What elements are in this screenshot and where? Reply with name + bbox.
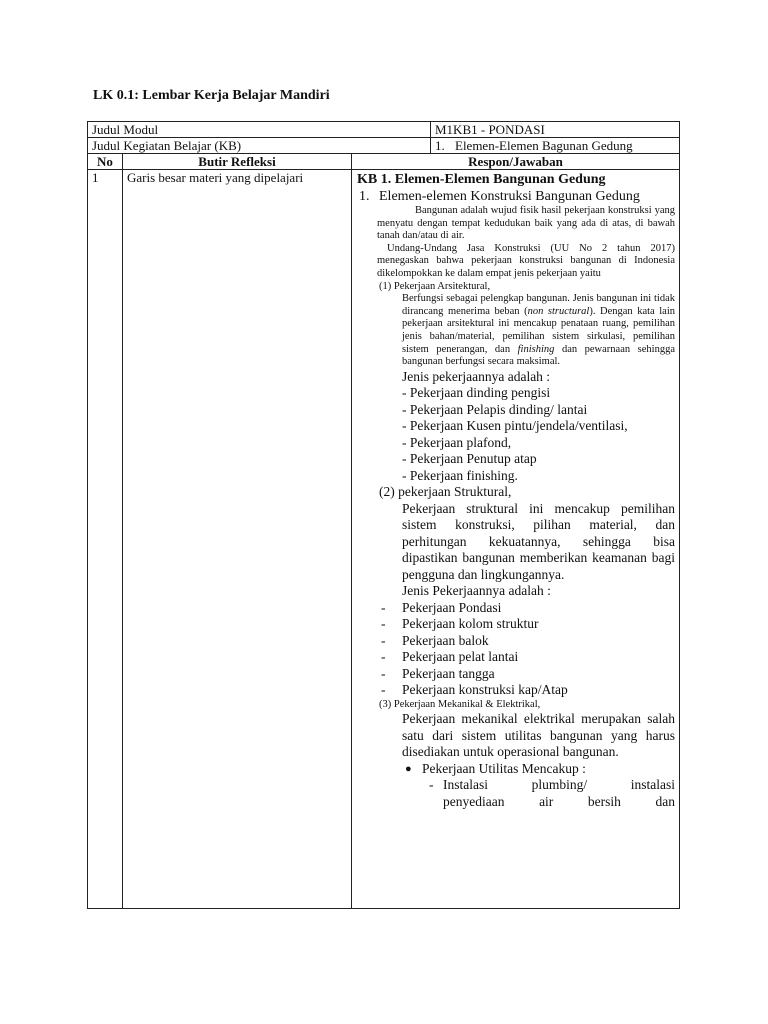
worksheet-table [87, 121, 680, 909]
list-item: - Pekerjaan kolom struktur [381, 616, 539, 632]
header-respon: Respon/Jawaban [352, 154, 680, 170]
arsitektural-body-italic: non structural [527, 305, 590, 317]
table-header-row [88, 154, 680, 170]
struktural-body: Pekerjaan struktural ini mencakup pemilihan sistem konstruksi, pilihan material, dan perhitungan kekuatannya, sehingga bisa dipastikan bangunan memberikan keamanan bagi pengguna dan lingkungannya. [402, 500, 675, 582]
module-label: Judul Modul [88, 122, 431, 138]
list-item: - Pekerjaan plafond, [402, 434, 512, 450]
list-item: - Pekerjaan balok [381, 632, 489, 648]
arsitektural-body [402, 293, 675, 369]
mekanikal-body: Pekerjaan mekanikal elektrikal merupakan salah satu dari sistem utilitas bangunan yang harus disediakan untuk operasional bangunan. [402, 711, 675, 760]
utilitas-item-continued [429, 794, 675, 811]
header-butir: Butir Refleksi [123, 154, 352, 170]
worksheet-title: LK 0.1: Lembar Kerja Belajar Mandiri [93, 88, 330, 103]
kb-label: Judul Kegiatan Belajar (KB) [88, 138, 431, 154]
section-heading [359, 188, 675, 205]
kb-row [88, 138, 680, 154]
arsitektural-jenis: Jenis pekerjaannya adalah : [402, 368, 551, 384]
utilitas-bullet [405, 761, 675, 778]
list-item: - Pekerjaan finishing. [402, 467, 518, 483]
table-row [88, 170, 680, 909]
kb-value: Elemen-Elemen Bagunan Gedung [455, 138, 633, 153]
list-item-text: Pekerjaan kolom struktur [402, 616, 539, 632]
kb-value-number: 1. [435, 138, 445, 153]
list-item: - Pekerjaan pelat lantai [381, 649, 519, 665]
utilitas-heading: Pekerjaan Utilitas Mencakup : [422, 760, 586, 776]
arsitektural-heading: (1) Pekerjaan Arsitektural, [379, 280, 491, 292]
arsitektural-list [402, 369, 675, 485]
row-respon [352, 170, 680, 909]
section-title: Elemen-elemen Konstruksi Bangunan Gedung [379, 189, 640, 204]
list-item: - Pekerjaan Kusen pintu/jendela/ventilasi, [402, 418, 628, 434]
list-item-text: Pekerjaan tangga [402, 665, 495, 681]
arsitektural-body-b: ). Dengan kata lain pekerjaan arsitektural ini mencakup penataan ruang, pemilihan jenis bahan/material, pemilihan sistem sirkulasi, pemilihan sistem penerangan, dan [402, 305, 676, 355]
paragraph-bangunan: Bangunan adalah wujud fisik hasil pekerjaan konstruksi yang menyatu dengan tempat kedudukan baik yang ada di atas, di bawah tanah dan/atau di air. [377, 205, 675, 242]
list-item-text: Pekerjaan Pondasi [402, 599, 502, 615]
arsitektural-body-a: Berfungsi sebagai pelengkap bangunan. Jenis bangunan ini tidak dirancang menerima beban ( [402, 293, 675, 317]
list-item-text: Pekerjaan konstruksi kap/Atap [402, 682, 568, 698]
list-item-text: Pekerjaan pelat lantai [402, 649, 519, 665]
struktural-heading: (2) pekerjaan Struktural, [379, 484, 512, 500]
struktural-list [381, 600, 675, 699]
list-item-text: Pekerjaan balok [402, 632, 489, 648]
list-item: - Pekerjaan konstruksi kap/Atap [381, 682, 568, 698]
row-butir: Garis besar materi yang dipelajari [123, 170, 352, 909]
list-item: - Pekerjaan Pondasi [381, 599, 502, 615]
module-value: M1KB1 - PONDASI [431, 122, 680, 138]
kb-heading: KB 1. Elemen-Elemen Bangunan Gedung [357, 172, 606, 187]
list-item: - Pekerjaan Pelapis dinding/ lantai [402, 401, 588, 417]
struktural-jenis: Jenis Pekerjaannya adalah : [402, 583, 551, 599]
list-item: - Pekerjaan dinding pengisi [402, 385, 551, 401]
list-item: - Pekerjaan tangga [381, 665, 495, 681]
mekanikal-heading: (3) Pekerjaan Mekanikal & Elektrikal, [379, 698, 541, 710]
section-number: 1. [359, 189, 370, 204]
list-item: - Pekerjaan Penutup atap [402, 451, 537, 467]
row-no: 1 [88, 170, 123, 909]
arsitektural-body-italic2: finishing [517, 343, 555, 355]
module-row [88, 122, 680, 138]
header-no: No [88, 154, 123, 170]
utilitas-item: - Instalasi plumbing/ instalasi [429, 777, 675, 793]
kb-value-cell [431, 138, 680, 154]
paragraph-undang-undang: Undang-Undang Jasa Konstruksi (UU No 2 tahun 2017) menegaskan bahwa pekerjaan konstruksi bangunan di Indonesia dikelompokkan ke dalam empat jenis pekerjaan yaitu [377, 242, 675, 279]
bullet-icon: ● [405, 762, 412, 775]
utilitas-item-line1: Instalasi plumbing/ instalasi [443, 777, 675, 793]
utilitas-item-line2: penyediaan air bersih dan [443, 793, 675, 809]
arsitektural-body-c: dan pewarnaan sehingga bangunan berfungsi secara maksimal. [402, 343, 675, 368]
